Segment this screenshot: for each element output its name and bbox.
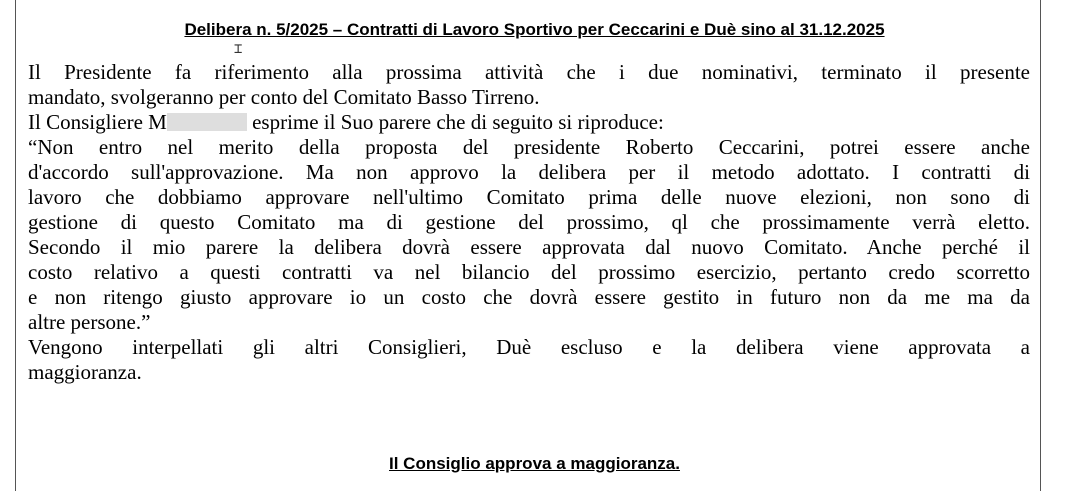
councillor-line-end: esprime il Suo parere che di seguito si riproduce:	[246, 110, 664, 134]
resolution-body	[28, 60, 1030, 385]
quote-line: gestione di questo Comitato ma di gestione del prossimo, ql che prossimamente verrà eletto.	[28, 210, 1030, 234]
quote-line: e non ritengo giusto approvare io un costo che dovrà essere gestito in futuro non da me ma da	[28, 285, 1030, 309]
paragraph-line: maggioranza.	[28, 360, 142, 384]
redacted-name	[167, 113, 247, 131]
resolution-outcome: Il Consiglio approva a maggioranza.	[389, 454, 680, 473]
resolution-title: Delibera n. 5/2025 – Contratti di Lavoro Sportivo per Ceccarini e Duè sino al 31.12.2025	[184, 20, 885, 39]
councillor-line	[28, 110, 1030, 135]
quote-line: altre persone.”	[28, 310, 151, 334]
quote-line: lavoro che dobbiamo approvare nell'ultimo Comitato prima delle nuove elezioni, non sono di	[28, 185, 1030, 209]
quote-line: d'accordo sull'approvazione. Ma non approvo la delibera per il metodo adottato. I contratti di	[28, 160, 1030, 184]
paragraph-line: Il Presidente fa riferimento alla prossima attività che i due nominativi, terminato il presente	[28, 60, 1030, 84]
quote-line: “Non entro nel merito della proposta del presidente Roberto Ceccarini, potrei essere anche	[28, 135, 1030, 159]
quote-line: Secondo il mio parere la delibera dovrà essere approvata dal nuovo Comitato. Anche perché il	[28, 235, 1030, 259]
text-cursor-icon: ⌶	[234, 41, 243, 57]
quote-line: costo relativo a questi contratti va nel bilancio del prossimo esercizio, pertanto credo scorretto	[28, 260, 1030, 284]
councillor-line-start: Il Consigliere M	[28, 110, 167, 134]
paragraph-line: mandato, svolgeranno per conto del Comitato Basso Tirreno.	[28, 85, 540, 109]
paragraph-line: Vengono interpellati gli altri Consiglieri, Duè escluso e la delibera viene approvata a	[28, 335, 1030, 359]
